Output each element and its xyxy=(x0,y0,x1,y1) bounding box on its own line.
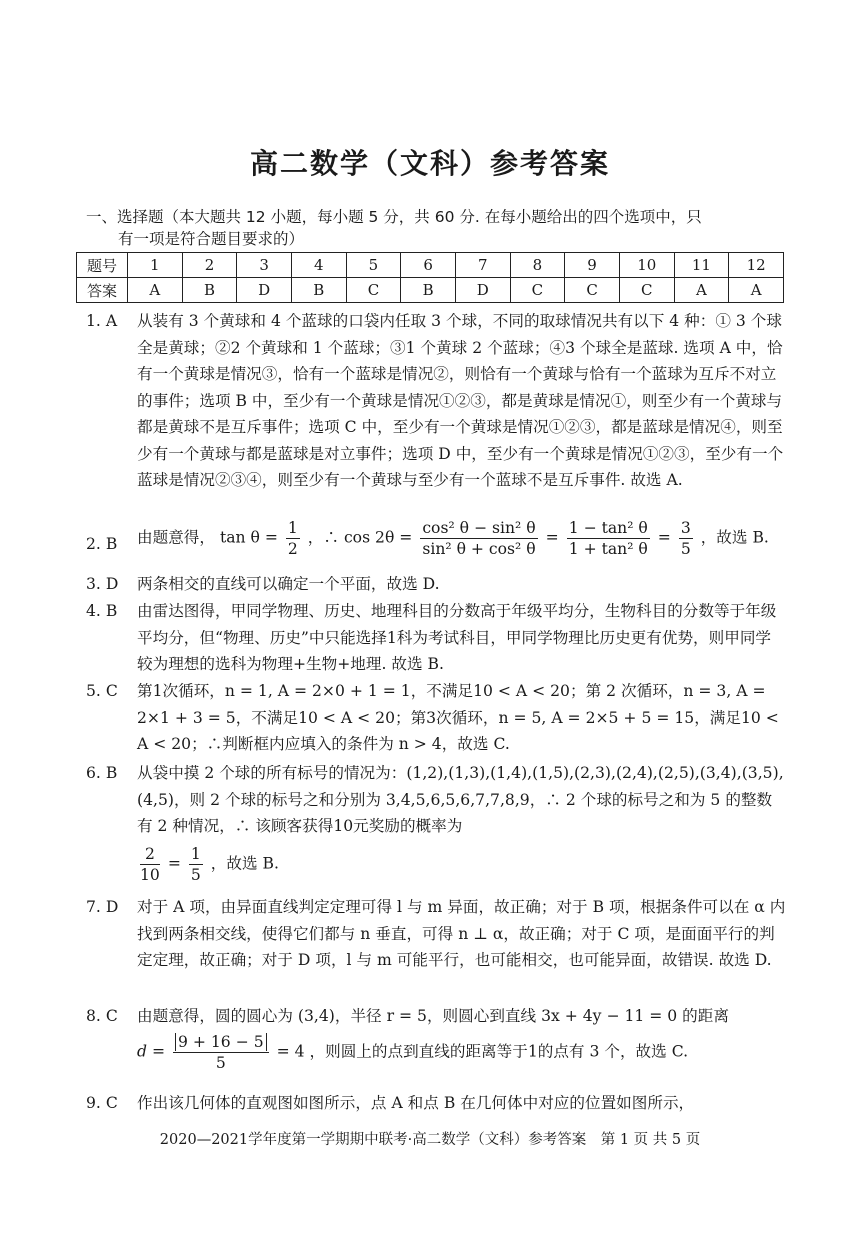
item-text-main: 从袋中摸 2 个球的所有标号的情况为：(1,2),(1,3),(1,4),(1,5),(2,3),(2,4),(2,5),(3,4),(3,5),(4,5)，则 2 个球的标号之和分别为 3,4,5,6,5,6,7,7,8,9，∴ 2 个球的标号之和为 5 的整数有 2 种情况，∴ 该顾客获得10元奖励的概率为 xyxy=(137,764,784,835)
page-footer: 2020—2021学年度第一学期期中联考·高二数学（文科）参考答案 第 1 页 共 5 页 xyxy=(159,1132,701,1148)
item-text: 从装有 3 个黄球和 4 个蓝球的口袋内任取 3 个球，不同的取球情况共有以下 4 种：① 3 个球全是黄球；②2 个黄球和 1 个蓝球；③1 个黄球 2 个蓝球；④3 个球全是蓝球. 选项 A 中，恰有一个黄球是情况③，恰有一个蓝球是情况②，则恰有一个黄球与恰有一个蓝球为互斥不对立的事件；选项 B 中，至少有一个黄球是情况①②③，都是黄球是情况①，则至少有一个黄球与都是黄球不是互斥事件；选项 C 中，至少有一个黄球是情况①②③，都是蓝球是情况④，则至少有一个黄球与都是蓝球是对立事件；选项 D 中，至少有一个黄球是情况①②③，至少有一个蓝球是情况②③④，则至少有一个黄球与至少有一个蓝球不是互斥事件. 故选 A. xyxy=(137,312,784,489)
solution-item-3 xyxy=(86,571,786,598)
question-number: 10 xyxy=(619,253,674,278)
answer-cell: C xyxy=(510,278,565,303)
question-number: 12 xyxy=(729,253,784,278)
answer-cell: A xyxy=(674,278,729,303)
item-text-main: 由题意得，圆的圆心为 (3,4)，半径 r = 5，则圆心到直线 3x + 4y − 11 = 0 的距离 xyxy=(137,1007,729,1025)
solution-item-1 xyxy=(86,308,786,494)
answer-cell: B xyxy=(291,278,346,303)
item-text: 由雷达图得，甲同学物理、历史、地理科目的分数高于年级平均分，生物科目的分数等于年级平均分，但“物理、历史”中只能选择1科为考试科目，甲同学物理比历史更有优势，则甲同学较为理想的选科为物理+生物+地理. 故选 B. xyxy=(137,602,777,673)
fraction-two-tenths: $\frac{2}{10}$ xyxy=(140,844,160,884)
item-number: 6. B xyxy=(86,764,118,782)
item-text: 对于 A 项，由异面直线判定定理可得 l 与 m 异面，故正确；对于 B 项，根据条件可以在 α 内找到两条相交线，使得它们都与 n 垂直，可得 n ⊥ α，故正确；对于 C 项，是面面平行的判定定理，故正确；对于 D 项，l 与 m 可能平行，也可能相交，也可能异面，故错误. 故选 D. xyxy=(137,898,786,969)
formula-lhs: d = xyxy=(137,1042,166,1060)
section-heading-line-2: 有一项是符合题目要求的） xyxy=(118,230,305,248)
probability-formula xyxy=(137,844,786,885)
item-number: 2. B xyxy=(86,535,118,553)
item-text: 两条相交的直线可以确定一个平面，故选 D. xyxy=(137,575,440,593)
solution-item-5 xyxy=(86,678,786,758)
equals-sign: = xyxy=(545,528,559,547)
solution-item-9 xyxy=(86,1090,786,1117)
answer-cell: C xyxy=(346,278,401,303)
formula-tan: tan θ = xyxy=(219,528,278,547)
fraction-one-fifth: $\frac{1}{5}$ xyxy=(190,844,201,884)
answer-cell: B xyxy=(182,278,237,303)
item-number: 9. C xyxy=(86,1094,118,1112)
item-text: 由题意得， xyxy=(137,528,215,547)
answer-header: 答案 xyxy=(77,278,128,303)
item-number: 3. D xyxy=(86,575,119,593)
fraction-cos-sin: $\frac{\text{cos² θ − sin² θ}}{\text{sin² θ + cos² θ}}$ xyxy=(422,519,536,558)
item-conclusion: = 4 ，则圆上的点到直线的距离等于1的点有 3 个，故选 C. xyxy=(276,1042,689,1060)
question-number: 1 xyxy=(128,253,183,278)
item-text xyxy=(137,1003,786,1073)
question-number-row xyxy=(77,253,784,278)
solution-item-4 xyxy=(86,598,786,678)
fraction-half: $\frac{1}{2}$ xyxy=(287,519,298,558)
solution-item-7 xyxy=(86,894,786,974)
question-number-header: 题号 xyxy=(77,253,128,278)
item-number: 4. B xyxy=(86,602,118,620)
section-heading xyxy=(86,206,786,250)
item-text xyxy=(137,760,786,885)
question-number: 11 xyxy=(674,253,729,278)
answer-cell: C xyxy=(565,278,620,303)
page-title: 高二数学（文科）参考答案 xyxy=(249,147,610,180)
question-number: 4 xyxy=(291,253,346,278)
question-number: 7 xyxy=(455,253,510,278)
item-number: 8. C xyxy=(86,1007,118,1025)
answer-cell: B xyxy=(401,278,456,303)
equals-sign: = xyxy=(657,528,671,547)
question-number: 8 xyxy=(510,253,565,278)
answer-cell: A xyxy=(128,278,183,303)
question-number: 3 xyxy=(237,253,292,278)
distance-formula xyxy=(137,1032,786,1073)
answer-cell: C xyxy=(619,278,674,303)
item-formula xyxy=(137,518,786,559)
item-conclusion: ，故选 B. xyxy=(210,854,279,872)
answer-row xyxy=(77,278,784,303)
question-number: 6 xyxy=(401,253,456,278)
item-text: 第1次循环，n = 1, A = 2×0 + 1 = 1，不满足10 < A < 20；第 2 次循环，n = 3, A = 2×1 + 3 = 5，不满足10 < A < 20；第3次循环，n = 5, A = 2×5 + 5 = 15，满足10 < A < 20；∴判断框内应填入的条件为 n > 4，故选 C. xyxy=(137,682,779,753)
question-number: 2 xyxy=(182,253,237,278)
item-number: 5. C xyxy=(86,682,118,700)
question-number: 9 xyxy=(565,253,620,278)
answer-table xyxy=(76,252,784,303)
formula-cos: ，∴ cos 2θ = xyxy=(307,528,413,547)
solution-item-8 xyxy=(86,1003,786,1073)
section-heading-line-1: 一、选择题（本大题共 12 小题，每小题 5 分，共 60 分. 在每小题给出的四个选项中，只 xyxy=(86,208,702,226)
solution-item-2 xyxy=(86,518,786,559)
answer-cell: D xyxy=(455,278,510,303)
fraction-result: $\frac{3}{5}$ xyxy=(680,519,691,558)
answer-cell: A xyxy=(729,278,784,303)
item-number: 7. D xyxy=(86,898,119,916)
question-number: 5 xyxy=(346,253,401,278)
item-text: 作出该几何体的直观图如图所示，点 A 和点 B 在几何体中对应的位置如图所示， xyxy=(137,1094,695,1112)
equals-sign: = xyxy=(167,854,181,872)
answer-cell: D xyxy=(237,278,292,303)
fraction-distance: $\frac{9 + 16 - 5}{5}$ xyxy=(173,1032,269,1073)
item-conclusion: ，故选 B. xyxy=(700,528,769,547)
solution-item-6 xyxy=(86,760,786,885)
fraction-tan: $\frac{\text{1 − tan² θ}}{\text{1 + tan² θ}}$ xyxy=(568,519,648,558)
item-number: 1. A xyxy=(86,312,118,330)
